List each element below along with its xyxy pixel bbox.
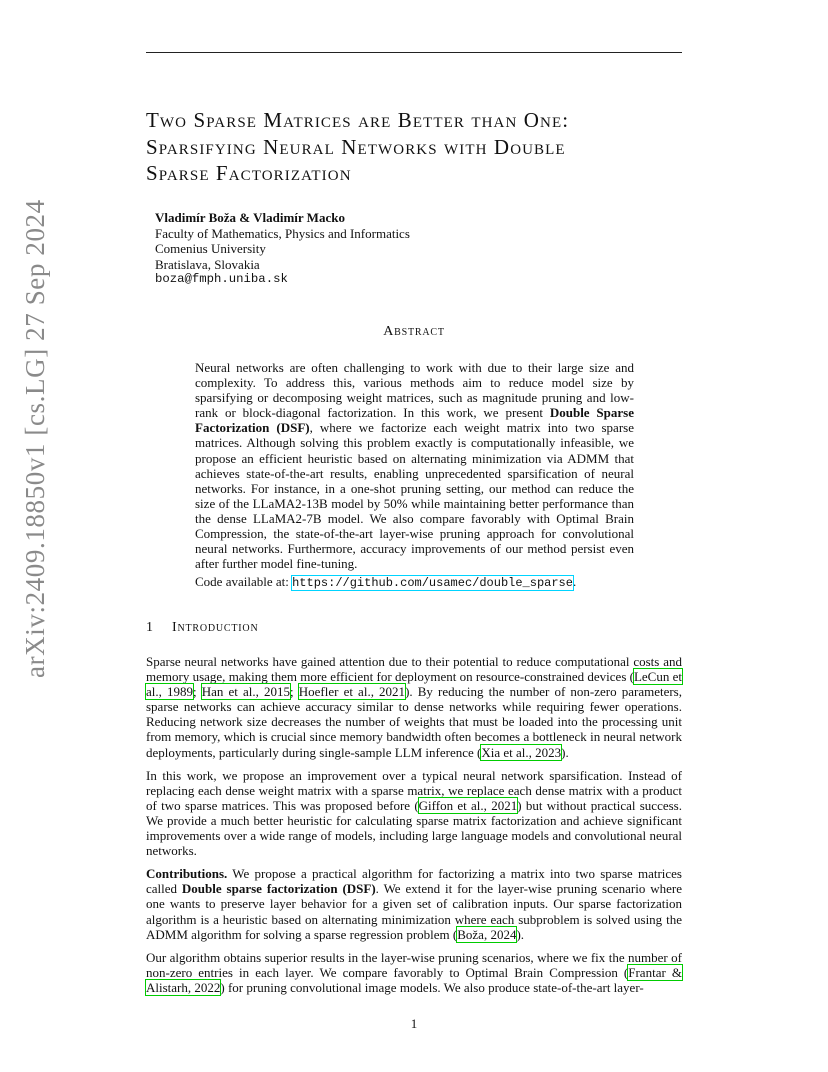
title-line-3: Sparse Factorization (146, 161, 352, 185)
contributions-label: Contributions. (146, 866, 228, 882)
top-rule (146, 52, 682, 53)
code-label: Code available at: (195, 574, 293, 590)
p2-text-b: ) but without practical success. We provide a much better heuristic for calculating sparse matrix factorization and achieve significant improvements over a wide range of models, including large language models and convolutional neural networks. (146, 797, 682, 859)
abstract-bold-dsf: Double Sparse Factorization (DSF) (195, 405, 634, 436)
code-end: . (572, 574, 577, 590)
title-line-2: Sparsifying Neural Networks with Double (146, 134, 566, 159)
citation-lecun[interactable]: LeCun et al., 1989 (146, 669, 682, 700)
p3-end: ). (516, 926, 525, 942)
author-location: Bratislava, Slovakia (155, 256, 260, 272)
abstract-heading: Abstract (383, 324, 445, 339)
citation-hoefler[interactable]: Hoefler et al., 2021 (298, 684, 406, 700)
code-url-link[interactable]: https://github.com/usamec/double_sparse (292, 576, 573, 591)
dsf-bold: Double sparse factorization (DSF) (181, 881, 376, 897)
p1-sep-2: ; (290, 684, 299, 700)
p1-text-a: Sparse neural networks have gained attention due to their potential to reduce computational costs and memory usage, making them more efficient for deployment on resource-constrained devices ( (146, 654, 682, 685)
author-university: Comenius University (155, 241, 266, 257)
intro-paragraph-4 (146, 950, 682, 995)
abstract-text-1: Neural networks are often challenging to work with due to their large size and complexity. To address this, various methods aim to reduce model size by sparsifying or decomposing weight matrices, such as magnitude pruning and low-rank or block-diagonal factorization. In this work, we present (195, 360, 634, 421)
author-block (155, 210, 555, 288)
title-line-1: Two Sparse Matrices are Better than One: (146, 108, 570, 132)
intro-paragraph-1 (146, 654, 682, 760)
section-heading-introduction (146, 620, 258, 636)
citation-han[interactable]: Han et al., 2015 (201, 684, 291, 700)
code-line (195, 574, 634, 591)
citation-frantar[interactable]: Frantar & Alistarh, 2022 (146, 964, 682, 995)
intro-paragraph-2 (146, 768, 682, 859)
section-number: 1 (146, 620, 154, 635)
p4-text-a: Our algorithm obtains superior results in the layer-wise pruning scenarios, where we fix the number of non-zero entries in each layer. We compare favorably to Optimal Brain Compression ( (146, 949, 682, 980)
page-number: 1 (410, 1016, 418, 1031)
p4-text-b: ) for pruning convolutional image models. We also produce state-of-the-art layer- (220, 979, 644, 995)
intro-paragraph-3 (146, 866, 682, 941)
body-text (146, 654, 682, 1003)
abstract-paragraph (195, 360, 634, 571)
arxiv-stamp: arXiv:2409.18850v1 [cs.LG] 27 Sep 2024 (20, 199, 50, 678)
p3-text-a: We propose a practical algorithm for factorizing a matrix into two sparse matrices called (146, 866, 682, 897)
p1-text-b: ). By reducing the number of non-zero parameters, sparse networks can achieve accuracy similar to dense networks while requiring fewer operations. Reducing network size decreases the number of weights that must be loaded into the processing unit from memory, which is crucial since memory bandwidth often becomes a bottleneck in neural network deployments, particularly during single-sample LLM inference ( (146, 684, 682, 760)
section-title: Introduction (172, 620, 259, 635)
author-email[interactable]: boza@fmph.uniba.sk (155, 272, 288, 287)
abstract-text-2: , where we factorize each weight matrix into two sparse matrices. Although solving this problem exactly is computationally infeasible, we propose an efficient heuristic based on alternating minimization via ADMM that achieves state-of-the-art results, enabling unprecedented sparsification of neural networks. For instance, in a one-shot pruning setting, our method can reduce the size of the LLaMA2-13B model by 50% while maintaining better performance than the dense LLaMA2-7B model. We also compare favorably with Optimal Brain Compression, the state-of-the-art layer-wise pruning approach for convolutional neural networks. Furthermore, accuracy improvements of our method persist even after further model fine-tuning. (195, 420, 634, 572)
citation-boza[interactable]: Boža, 2024 (457, 926, 517, 942)
paper-title (146, 107, 686, 187)
abstract (195, 360, 634, 591)
citation-giffon[interactable]: Giffon et al., 2021 (418, 797, 518, 813)
p3-text-b: . We extend it for the layer-wise pruning scenario where one wants to preserve layer behavior for a given set of calibration inputs. Our sparse factorization algorithm is a heuristic based on alternating minimization where each subproblem is solved using the ADMM algorithm for solving a sparse regression problem ( (146, 881, 682, 942)
author-names: Vladimír Boža & Vladimír Macko (155, 210, 345, 225)
p1-end: ). (561, 744, 569, 760)
p1-sep-1: ; (193, 684, 202, 700)
p2-text-a: In this work, we propose an improvement over a typical neural network sparsification. Instead of replacing each dense weight matrix with a sparse matrix, we replace each dense matrix with a product of two sparse matrices. This was proposed before ( (146, 767, 682, 813)
author-affiliation: Faculty of Mathematics, Physics and Informatics (155, 225, 410, 241)
citation-xia[interactable]: Xia et al., 2023 (481, 744, 562, 760)
